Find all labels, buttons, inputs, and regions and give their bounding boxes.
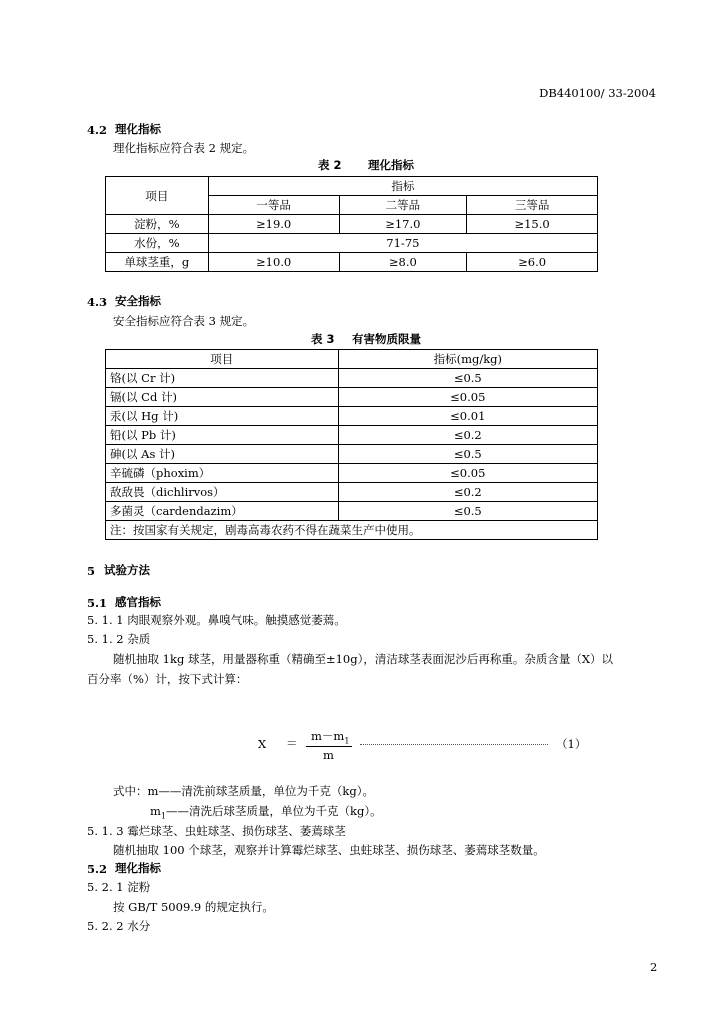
table-2-header-index: 指标 <box>208 177 597 196</box>
formula-fraction-bar <box>306 746 352 747</box>
table-row <box>106 426 598 445</box>
table-row <box>106 445 598 464</box>
section-number-5: 5 <box>87 564 96 578</box>
table-3-header-index: 指标(mg/kg) <box>338 350 597 369</box>
clause-5-1-2-paragraph-line-2: 百分率（%）计，按下式计算： <box>87 672 248 686</box>
table-row <box>106 483 598 502</box>
table-2-cell: ≥15.0 <box>467 215 598 234</box>
section-title-5-1: 感官指标 <box>115 595 161 609</box>
table-row <box>106 502 598 521</box>
section-number-4-3: 4.3 <box>87 295 108 309</box>
table-row <box>106 464 598 483</box>
table-3-row-item: 多菌灵（cardendazim） <box>106 502 339 521</box>
table-2-cell: ≥10.0 <box>208 253 339 272</box>
clause-5-1-2-paragraph-line-1: 随机抽取 1kg 球茎，用量器称重（精确至±10g），清洁球茎表面泥沙后再称重。杂质含量（X）以 <box>113 652 614 666</box>
table-3-caption-title: 有害物质限量 <box>352 332 421 346</box>
section-title-5-2: 理化指标 <box>115 861 161 875</box>
table-2-physicochemical <box>105 176 598 272</box>
section-number-5-2: 5.2 <box>87 862 108 876</box>
section-number-5-1: 5.1 <box>87 596 108 610</box>
table-2-cell: ≥8.0 <box>339 253 467 272</box>
table-3-row-item: 汞(以 Hg 计) <box>106 407 339 426</box>
clause-5-1-1: 5. 1. 1 肉眼观察外观。鼻嗅气味。触摸感觉萎蔫。 <box>87 613 346 627</box>
table-3-row-item: 敌敌畏（dichlirvos） <box>106 483 339 502</box>
section-text-4-3: 安全指标应符合表 3 规定。 <box>113 314 255 328</box>
table-3-row-item: 辛硫磷（phoxim） <box>106 464 339 483</box>
table-2-caption-number: 表 2 <box>318 158 342 172</box>
table-3-note: 注：按国家有关规定，剧毒高毒农药不得在蔬菜生产中使用。 <box>106 521 598 540</box>
table-row <box>106 407 598 426</box>
formula-where-line-1: 式中：m——清洗前球茎质量，单位为千克（kg）。 <box>113 784 374 798</box>
formula-equals: ＝ <box>286 736 298 750</box>
clause-5-2-1-heading: 5. 2. 1 淀粉 <box>87 880 151 894</box>
table-row <box>106 388 598 407</box>
table-2-grade-3: 三等品 <box>467 196 598 215</box>
formula-numerator-base: m－m <box>311 729 345 743</box>
table-2-grade-1: 一等品 <box>208 196 339 215</box>
section-title-4-3: 安全指标 <box>115 294 161 308</box>
table-3-row-item: 镉(以 Cd 计) <box>106 388 339 407</box>
formula-where-line-2 <box>150 806 382 820</box>
table-3-harmful-substances <box>105 349 598 540</box>
formula-where-text: ——清洗后球茎质量，单位为千克（kg）。 <box>166 804 382 818</box>
formula-leader-dots <box>360 744 548 745</box>
table-2-grade-2: 二等品 <box>339 196 467 215</box>
section-title-5: 试验方法 <box>104 563 150 577</box>
document-code: DB440100/ 33-2004 <box>539 86 656 100</box>
table-3-row-value: ≤0.05 <box>338 464 597 483</box>
clause-5-2-1-paragraph: 按 GB/T 5009.9 的规定执行。 <box>113 900 274 914</box>
formula-where-symbol: m <box>150 804 161 818</box>
table-3-row-value: ≤0.5 <box>338 445 597 464</box>
table-2-cell: ≥17.0 <box>339 215 467 234</box>
formula-numerator <box>311 731 349 745</box>
table-row <box>106 253 598 272</box>
table-3-caption-number: 表 3 <box>311 332 335 346</box>
table-2-header-item: 项目 <box>106 177 209 215</box>
section-title-4-2: 理化指标 <box>115 122 161 136</box>
formula-numerator-subscript: 1 <box>344 736 350 746</box>
formula-where-subscript: 1 <box>160 811 166 821</box>
table-3-row-value: ≤0.5 <box>338 502 597 521</box>
table-2-row-item: 单球茎重，g <box>106 253 209 272</box>
formula-lhs: X <box>258 737 267 751</box>
table-row <box>106 215 598 234</box>
formula-equation-number: （1） <box>556 737 587 751</box>
formula-denominator: m <box>323 748 334 762</box>
table-2-caption-title: 理化指标 <box>368 158 414 172</box>
clause-5-1-2-heading: 5. 1. 2 杂质 <box>87 632 151 646</box>
section-text-4-2: 理化指标应符合表 2 规定。 <box>113 141 255 155</box>
page-number: 2 <box>650 960 658 974</box>
table-3-row-item: 铬(以 Cr 计) <box>106 369 339 388</box>
table-3-row-item: 砷(以 As 计) <box>106 445 339 464</box>
table-3-row-item: 铅(以 Pb 计) <box>106 426 339 445</box>
table-2-cell-merged: 71-75 <box>208 234 597 253</box>
table-3-row-value: ≤0.5 <box>338 369 597 388</box>
table-3-row-value: ≤0.2 <box>338 483 597 502</box>
clause-5-2-2-heading: 5. 2. 2 水分 <box>87 919 151 933</box>
table-2-row-item: 水份，% <box>106 234 209 253</box>
table-2-cell: ≥19.0 <box>208 215 339 234</box>
table-3-row-value: ≤0.01 <box>338 407 597 426</box>
table-2-row-item: 淀粉，% <box>106 215 209 234</box>
table-3-row-value: ≤0.2 <box>338 426 597 445</box>
table-2-cell: ≥6.0 <box>467 253 598 272</box>
clause-5-1-3-heading: 5. 1. 3 霉烂球茎、虫蛀球茎、损伤球茎、萎蔫球茎 <box>87 824 346 838</box>
table-3-row-value: ≤0.05 <box>338 388 597 407</box>
section-number-4-2: 4.2 <box>87 123 108 137</box>
clause-5-1-3-paragraph: 随机抽取 100 个球茎，观察并计算霉烂球茎、虫蛀球茎、损伤球茎、萎蔫球茎数量。 <box>113 843 545 857</box>
table-row <box>106 369 598 388</box>
table-3-header-item: 项目 <box>106 350 339 369</box>
table-row <box>106 234 598 253</box>
